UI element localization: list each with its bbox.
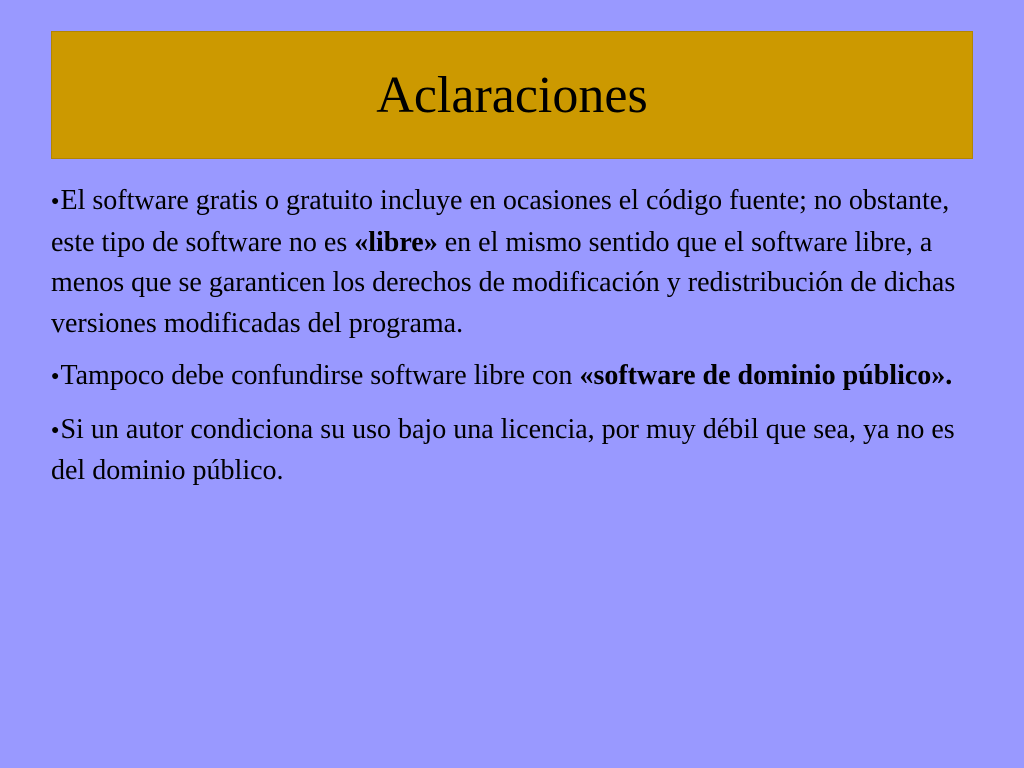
bullet-1-text-part1: El software gratis o gratuito incluye en ocasiones el código fuente; no obstante, este tipo de software no es [51,185,950,258]
bullet-dot-icon: ● [51,422,60,438]
bullet-item-2 [51,356,976,398]
slide-body [51,181,976,504]
bullet-2-text-part1: Tampoco debe confundirse software libre con [60,360,580,391]
bullet-1-bold-term: «libre» [354,226,438,258]
bullet-dot-icon: ● [51,369,60,384]
bullet-dot-icon: ● [51,194,60,209]
bullet-item-3 [51,410,976,492]
bullet-2-bold-term: «software de dominio público». [579,360,953,391]
slide-title: Aclaraciones [376,67,648,124]
bullet-item-1 [51,181,976,344]
bullet-3-text: Si un autor condiciona su uso bajo una licencia, por muy débil que sea, ya no es del dominio público. [51,413,955,486]
bullet-1-text-part2: en el mismo sentido que el software libre, a menos que se garanticen los derechos de modificación y redistribución de dichas versiones modificadas del programa. [51,226,956,339]
title-bar [51,31,973,159]
